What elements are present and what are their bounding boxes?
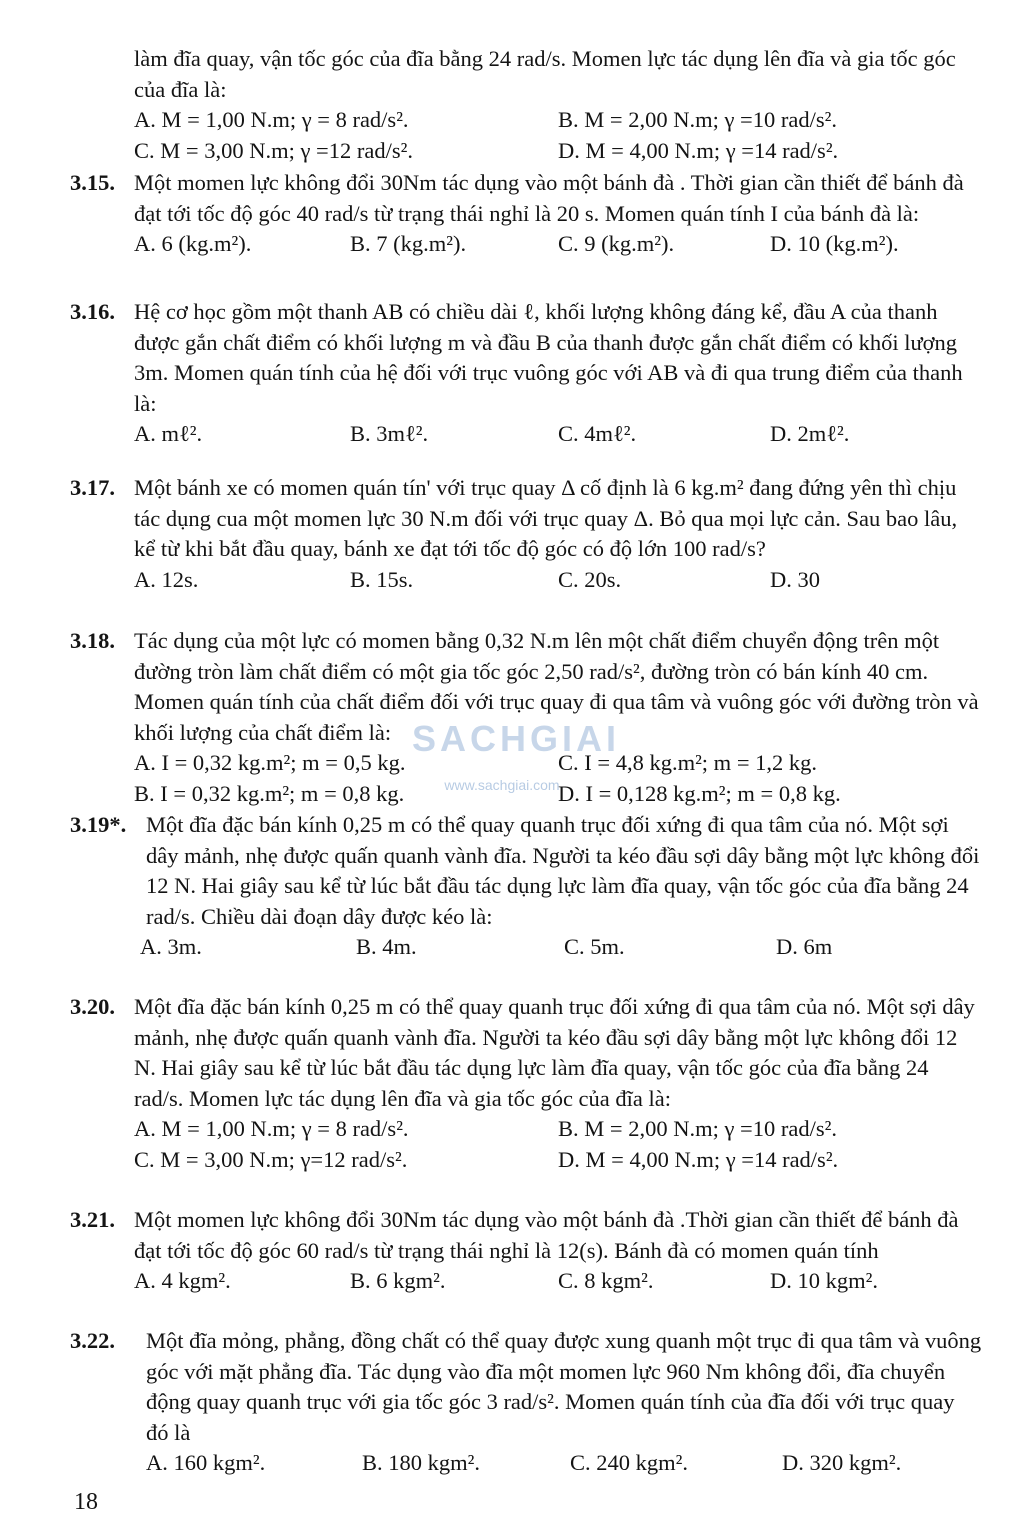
question-number: 3.16. (70, 299, 115, 324)
option-d: D. M = 4,00 N.m; γ =14 rad/s². (558, 137, 839, 163)
option-a: A. I = 0,32 kg.m²; m = 0,5 kg. (134, 750, 406, 776)
option-c: C. I = 4,8 kg.m²; m = 1,2 kg. (558, 750, 818, 776)
option-c: C. 8 kgm². (558, 1268, 654, 1294)
question-text: Hệ cơ học gồm một thanh AB có chiều dài ℓ, khối lượng không đáng kể, đầu A của thanh được gắn chất điểm có khối lượng m và đầu B của thanh được gắn chất điểm có khối lượng 3m. Momen quán tính của hệ đối với trục vuông góc với AB và đi qua trung điểm của thanh là: (134, 299, 963, 416)
option-a: A. 160 kgm². (146, 1450, 266, 1476)
watermark-url: www.sachgiai.com (444, 777, 560, 793)
question-number: 3.19*. (70, 812, 127, 837)
question-number: 3.20. (70, 994, 115, 1019)
question-number: 3.22. (70, 1328, 115, 1353)
question-3-16 (70, 297, 982, 450)
option-a: A. 4 kgm². (134, 1268, 231, 1294)
option-c: C. 9 (kg.m²). (558, 231, 675, 257)
question-text: làm đĩa quay, vận tốc góc của đĩa bằng 24 rad/s. Momen lực tác dụng lên đĩa và gia tốc góc của đĩa là: (134, 46, 956, 102)
question-text: Một đĩa mỏng, phẳng, đồng chất có thể quay được xung quanh một trục đi qua tâm và vuông góc với mặt phẳng đĩa. Tác dụng vào đĩa một momen lực 960 Nm không đổi, đĩa chuyển động quay quanh trục với gia tốc góc 3 rad/s². Momen quán tính của đĩa đối với trục quay đó là (146, 1328, 982, 1445)
option-b: B. M = 2,00 N.m; γ =10 rad/s². (558, 107, 837, 133)
question-text: Một momen lực không đổi 30Nm tác dụng vào một bánh đà . Thời gian cần thiết để bánh đà đạt tới tốc độ góc 40 rad/s từ trạng thái nghỉ là 20 s. Momen quán tính I của bánh đà là: (134, 170, 964, 226)
option-c: C. M = 3,00 N.m; γ=12 rad/s². (134, 1146, 408, 1172)
option-b: B. 4m. (356, 934, 417, 960)
question-text: Tác dụng của một lực có momen bằng 0,32 N.m lên một chất điểm chuyển động trên một đường tròn làm chất điểm có một gia tốc góc 2,50 rad/s², đường tròn có bán kính 40 cm. Momen quán tính của chất điểm đối với trục quay đi qua tâm và vuông góc với đường tròn và khối lượng của chất điểm là: (134, 628, 979, 745)
option-c: C. 20s. (558, 566, 622, 592)
option-d: D. 320 kgm². (782, 1450, 902, 1476)
answer-options (134, 1266, 982, 1297)
question-3-20 (70, 992, 982, 1176)
question-number: 3.21. (70, 1207, 115, 1232)
option-d: D. 6m (776, 934, 833, 960)
page-number: 18 (74, 1489, 98, 1515)
answer-options (134, 1114, 982, 1175)
question-3-17 (70, 473, 982, 595)
question-number: 3.15. (70, 170, 115, 195)
watermark (412, 718, 621, 802)
option-c: C. 5m. (564, 934, 625, 960)
question-3-22 (70, 1326, 982, 1479)
option-a: A. 6 (kg.m²). (134, 231, 252, 257)
question-text: Một đĩa đặc bán kính 0,25 m có thể quay quanh trục đối xứng đi qua tâm của nó. Một sợi dây mảnh, nhẹ được quấn quanh vành đĩa. Người ta kéo đầu sợi dây bằng một lực không đổi 12 N. Hai giây sau kể từ lúc bắt đầu tác dụng lực làm đĩa quay, vận tốc góc của đĩa bằng 24 rad/s. Momen lực tác dụng lên đĩa và gia tốc góc của đĩa là: (134, 994, 975, 1111)
option-a: A. M = 1,00 N.m; γ = 8 rad/s². (134, 107, 409, 133)
question-number: 3.18. (70, 628, 115, 653)
option-a: A. 3m. (140, 934, 202, 960)
question-continuation (134, 44, 982, 166)
option-b: B. M = 2,00 N.m; γ =10 rad/s². (558, 1116, 837, 1142)
answer-options (134, 105, 982, 166)
option-c: C. M = 3,00 N.m; γ =12 rad/s². (134, 137, 413, 163)
option-a: A. mℓ². (134, 421, 203, 447)
option-d: D. 10 kgm². (770, 1268, 878, 1294)
option-d: D. 10 (kg.m²). (770, 231, 899, 257)
option-b: B. 180 kgm². (362, 1450, 481, 1476)
answer-options (140, 932, 982, 963)
option-d: D. M = 4,00 N.m; γ =14 rad/s². (558, 1146, 839, 1172)
option-c: C. 4mℓ². (558, 421, 637, 447)
answer-options (146, 1448, 982, 1479)
option-b: B. I = 0,32 kg.m²; m = 0,8 kg. (134, 780, 405, 806)
watermark-logo: SACHGIAI (412, 718, 621, 759)
option-b: B. 3mℓ². (350, 421, 429, 447)
option-b: B. 6 kgm². (350, 1268, 446, 1294)
question-text: Một momen lực không đổi 30Nm tác dụng vào một bánh đà .Thời gian cần thiết để bánh đà đạt tới tốc độ góc 60 rad/s từ trạng thái nghỉ là 12(s). Bánh đà có momen quán tính (134, 1207, 959, 1263)
option-b: B. 15s. (350, 566, 414, 592)
answer-options (134, 229, 982, 260)
answer-options (134, 419, 982, 450)
option-d: D. 30 (770, 566, 820, 592)
question-text: Một đĩa đặc bán kính 0,25 m có thể quay quanh trục đối xứng đi qua tâm của nó. Một sợi dây mảnh, nhẹ được quấn quanh vành đĩa. Người ta kéo đầu sợi dây bằng một lực không đổi 12 N. Hai giây sau kể từ lúc bắt đầu tác dụng lực làm đĩa quay, vận tốc góc của đĩa bằng 24 rad/s. Chiều dài đoạn dây được kéo là: (146, 812, 980, 929)
question-number: 3.17. (70, 475, 115, 500)
question-3-19 (70, 810, 982, 963)
answer-options (134, 565, 982, 596)
option-d: D. I = 0,128 kg.m²; m = 0,8 kg. (558, 780, 841, 806)
option-d: D. 2mℓ². (770, 421, 850, 447)
option-a: A. 12s. (134, 566, 199, 592)
option-b: B. 7 (kg.m²). (350, 231, 467, 257)
question-text: Một bánh xe có momen quán tín' với trục quay Δ cố định là 6 kg.m² đang đứng yên thì chịu tác dụng cua một momen lực 30 N.m đối với trục quay Δ. Bỏ qua mọi lực cản. Sau bao lâu, kể từ khi bắt đầu quay, bánh xe đạt tới tốc độ góc có độ lớn 100 rad/s? (134, 475, 958, 562)
option-c: C. 240 kgm². (570, 1450, 689, 1476)
option-a: A. M = 1,00 N.m; γ = 8 rad/s². (134, 1116, 409, 1142)
question-3-15 (70, 168, 982, 260)
question-3-21 (70, 1205, 982, 1297)
